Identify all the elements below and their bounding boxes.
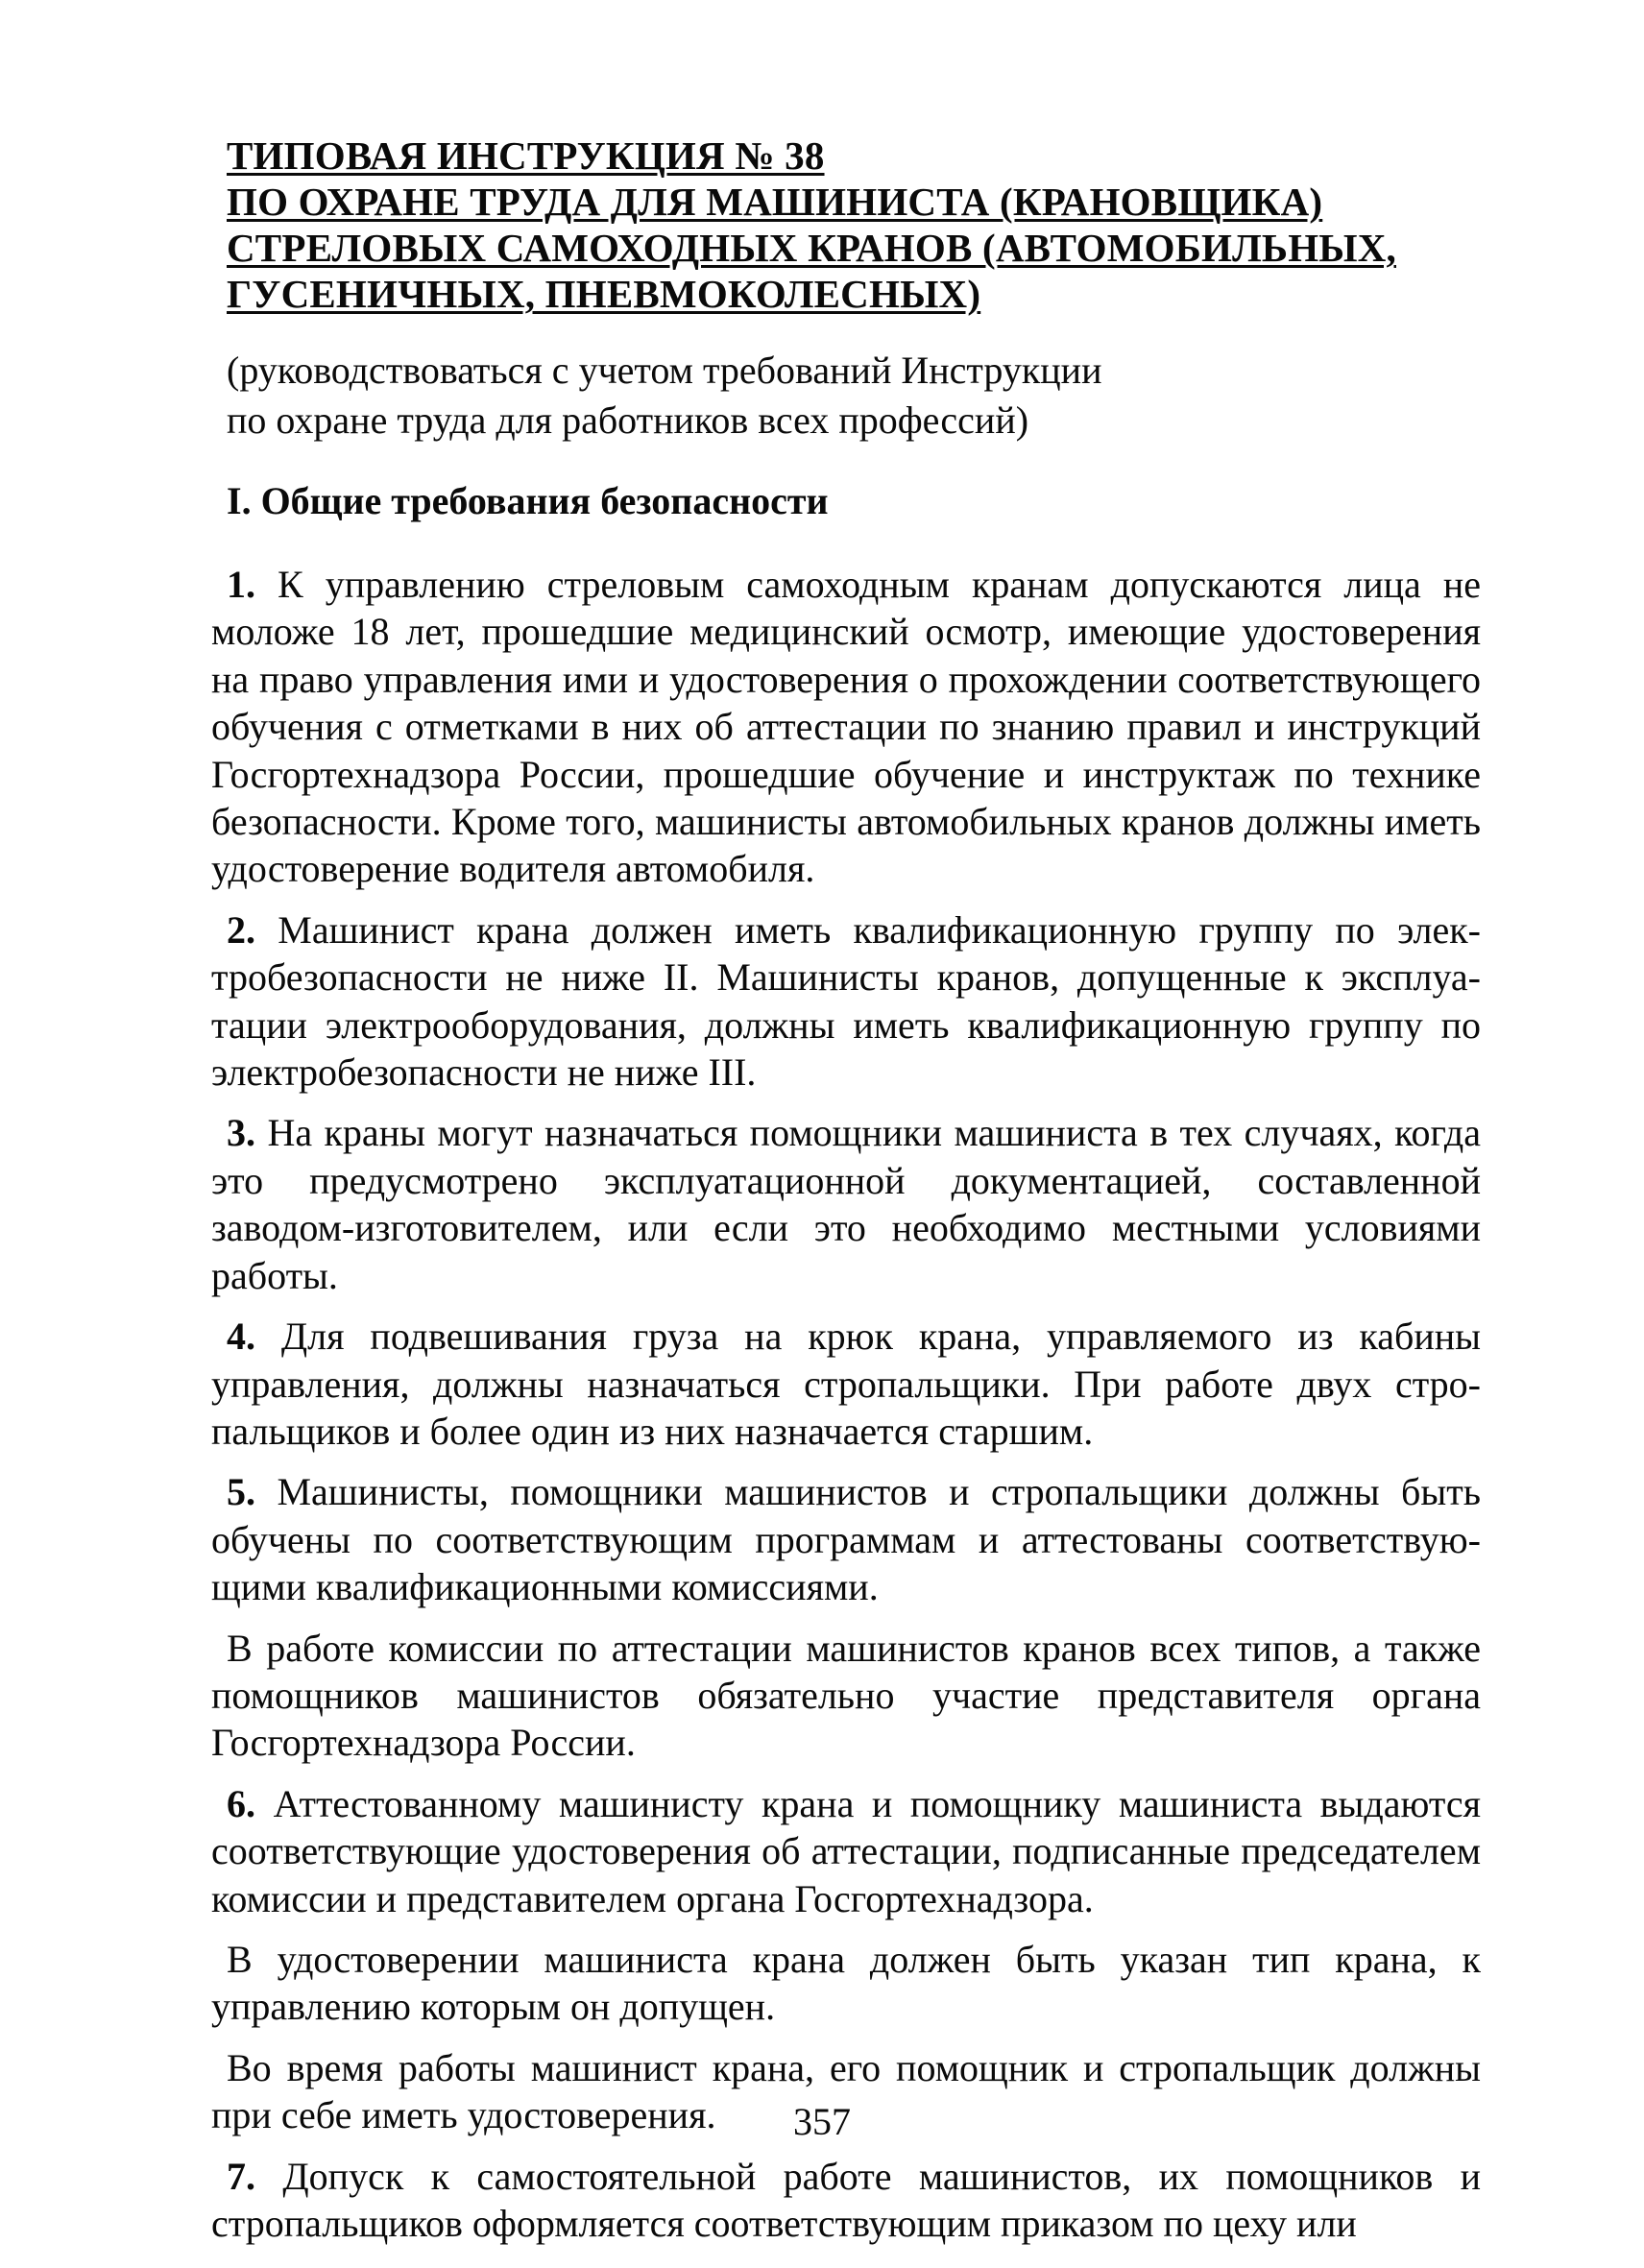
- document-title: [227, 133, 1494, 317]
- paragraph-text: Машинисты, помощники машинистов и стропальщики должны быть обучены по соответствующим программам и аттестованы соответствующими квалификационными комиссиями.: [211, 1470, 1482, 1609]
- paragraph-text: Для подвешивания груза на крюк крана, управляемого из кабины управления, должны назначаться стропальщики. При работе двух стропальщиков и более один из них назначается старшим.: [211, 1315, 1482, 1453]
- paragraph-text: Во время работы машинист крана, его помощник и стропальщик должны при себе иметь удостоверения.: [211, 2045, 1481, 2137]
- paragraph-number: 6.: [227, 1781, 255, 1825]
- paragraph-7: [211, 2153, 1481, 2248]
- paragraph-5: [211, 1468, 1481, 1610]
- paragraph-text: Аттестованному машинисту крана и помощнику машиниста выдаются соответствующие удостоверения об аттестации, подписанные председателем комиссии и представителем органа Госгортехнадзора.: [211, 1781, 1482, 1920]
- paragraph-1: [211, 561, 1481, 893]
- paragraph-5-continued: [211, 1625, 1481, 1767]
- paragraph-text: К управлению стреловым самоходным кранам допускаются лица не моложе 18 лет, прошедшие медицинский осмотр, имеющие удостоверения на право управления ими и удостоверения о прохождении соответствующего обучения с отметками в них об аттестации по знанию правил и инструкций Госгортехнадзора России, прошедшие обучение и инструктаж по технике безопасности. Кроме того, машинисты автомобильных кранов должны иметь удостоверение водителя автомобиля.: [211, 563, 1481, 891]
- paragraph-6: [211, 1780, 1481, 1922]
- paragraph-number: 5.: [227, 1470, 255, 1514]
- paragraph-text: На краны могут назначаться помощники машиниста в тех случаях, когда это предусмотрено эксплуатационной документацией, составленной заводом-изготовителем, или если это необходимо местными условиями работы.: [211, 1111, 1482, 1297]
- paragraph-number: 2.: [227, 907, 255, 952]
- paragraph-text: Допуск к самостоятельной работе машинистов, их помощников и стропальщиков оформляется соответствующим приказом по цеху или: [211, 2154, 1482, 2245]
- title-line: СТРЕЛОВЫХ САМОХОДНЫХ КРАНОВ (АВТОМОБИЛЬНЫХ,: [227, 226, 1396, 270]
- paragraph-text: В работе комиссии по аттестации машинистов кранов всех типов, а также помощников машинистов обязательно участие представителя органа Госгортехнадзора России.: [211, 1626, 1481, 1765]
- paragraph-number: 4.: [227, 1315, 255, 1359]
- title-line: ПО ОХРАНЕ ТРУДА ДЛЯ МАШИНИСТА (КРАНОВЩИКА): [227, 180, 1323, 224]
- paragraph-number: 7.: [227, 2154, 255, 2198]
- body-text: [211, 561, 1481, 2260]
- document-subtitle: [227, 346, 1475, 446]
- paragraph-text: Машинист крана должен иметь квалификационную группу по электробезопасности не ниже II. Машинисты кранов, допущенные к эксплуатации электрооборудования, должны иметь квалификационную группу по электробезопасности не ниже III.: [211, 907, 1481, 1095]
- paragraph-number: 3.: [227, 1111, 255, 1155]
- subtitle-line: по охране труда для работников всех профессий): [227, 398, 1029, 442]
- section-heading: I. Общие требования безопасности: [227, 479, 829, 522]
- paragraph-text: В удостоверении машиниста крана должен быть указан тип крана, к управлению которым он допущен.: [211, 1937, 1481, 2029]
- paragraph-4: [211, 1313, 1481, 1455]
- title-line: ТИПОВАЯ ИНСТРУКЦИЯ № 38: [227, 133, 825, 178]
- paragraph-2: [211, 906, 1481, 1097]
- paragraph-number: 1.: [227, 563, 255, 606]
- paragraph-3: [211, 1109, 1481, 1299]
- title-line: ГУСЕНИЧНЫХ, ПНЕВМОКОЛЕСНЫХ): [227, 272, 981, 316]
- subtitle-line: (руководствоваться с учетом требований Инструкции: [227, 349, 1102, 392]
- paragraph-6-continued: [211, 1936, 1481, 2031]
- page-number: 357: [793, 2100, 851, 2143]
